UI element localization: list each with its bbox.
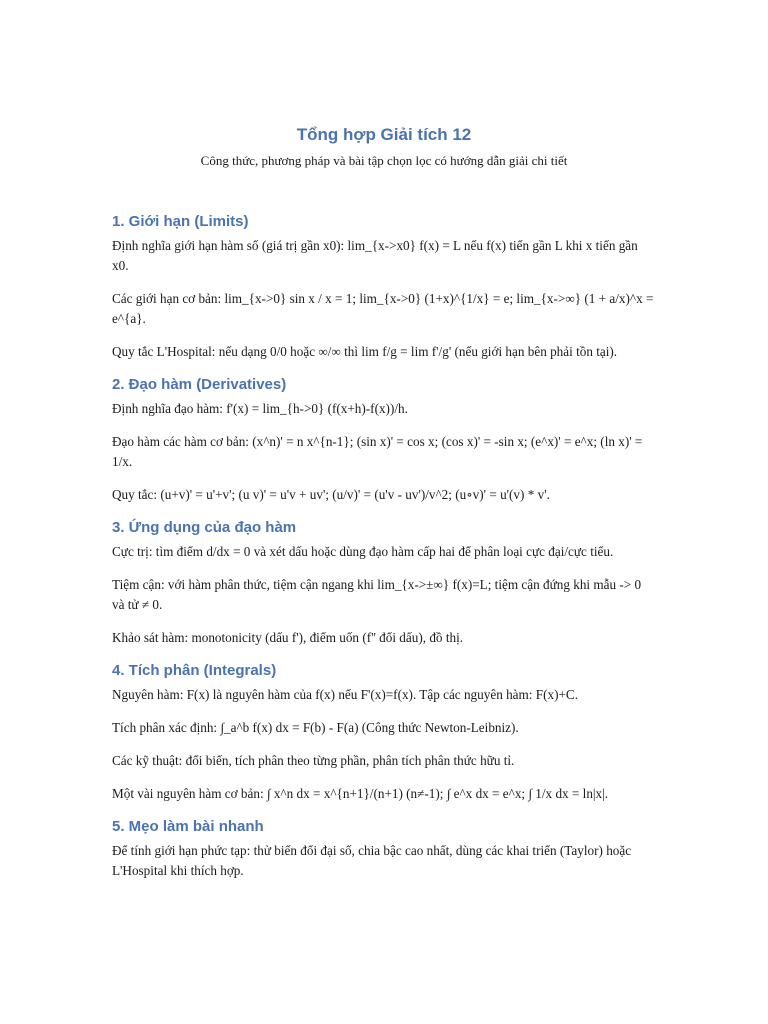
- section-limits: [112, 212, 656, 362]
- section-heading: 5. Mẹo làm bài nhanh: [112, 818, 264, 835]
- paragraph: Để tính giới hạn phức tạp: thử biến đổi đại số, chia bậc cao nhất, dùng các khai triển (Taylor) hoặc L'Hospital khi thích hợp.: [112, 843, 632, 878]
- document-title: Tổng hợp Giải tích 12: [296, 125, 472, 144]
- section-derivative-applications: [112, 518, 656, 648]
- document-subtitle: Công thức, phương pháp và bài tập chọn lọc có hướng dẫn giải chi tiết: [200, 153, 568, 168]
- paragraph: Tiệm cận: với hàm phân thức, tiệm cận ngang khi lim_{x->±∞} f(x)=L; tiệm cận đứng khi mẫu -> 0 và tử ≠ 0.: [112, 577, 642, 612]
- paragraph: Định nghĩa giới hạn hàm số (giá trị gần x0): lim_{x->x0} f(x) = L nếu f(x) tiến gần L khi x tiến gần x0.: [112, 238, 638, 273]
- paragraph: Khảo sát hàm: monotonicity (dấu f'), điểm uốn (f'' đổi dấu), đồ thị.: [112, 630, 464, 645]
- section-heading: 2. Đạo hàm (Derivatives): [112, 376, 287, 393]
- paragraph: Nguyên hàm: F(x) là nguyên hàm của f(x) nếu F'(x)=f(x). Tập các nguyên hàm: F(x)+C.: [112, 687, 578, 702]
- section-heading: 4. Tích phân (Integrals): [112, 662, 277, 679]
- section-quick-tips: [112, 817, 656, 881]
- section-heading: 1. Giới hạn (Limits): [112, 213, 249, 230]
- section-heading: 3. Ứng dụng của đạo hàm: [112, 519, 297, 536]
- section-integrals: [112, 661, 656, 804]
- paragraph: Một vài nguyên hàm cơ bản: ∫ x^n dx = x^{n+1}/(n+1) (n≠-1); ∫ e^x dx = e^x; ∫ 1/x dx = ln|x|.: [112, 786, 609, 801]
- paragraph: Các giới hạn cơ bản: lim_{x->0} sin x / x = 1; lim_{x->0} (1+x)^{1/x} = e; lim_{x->∞} (1 + a/x)^x = e^{a}.: [112, 291, 654, 326]
- paragraph: Quy tắc L'Hospital: nếu dạng 0/0 hoặc ∞/∞ thì lim f/g = lim f'/g' (nếu giới hạn bên phải tồn tại).: [112, 344, 618, 359]
- paragraph: Tích phân xác định: ∫_a^b f(x) dx = F(b) - F(a) (Công thức Newton-Leibniz).: [112, 720, 519, 735]
- document-body: [112, 212, 656, 881]
- paragraph: Định nghĩa đạo hàm: f'(x) = lim_{h->0} (f(x+h)-f(x))/h.: [112, 401, 408, 416]
- paragraph: Quy tắc: (u+v)' = u'+v'; (u v)' = u'v + uv'; (u/v)' = (u'v - uv')/v^2; (u∘v)' = u'(v) * v'.: [112, 487, 550, 502]
- paragraph: Đạo hàm các hàm cơ bản: (x^n)' = n x^{n-1}; (sin x)' = cos x; (cos x)' = -sin x; (e^x)' = e^x; (ln x)' = 1/x.: [112, 434, 643, 469]
- paragraph: Các kỹ thuật: đổi biến, tích phân theo từng phần, phân tích phân thức hữu tỉ.: [112, 753, 515, 768]
- section-derivatives: [112, 375, 656, 505]
- paragraph: Cực trị: tìm điểm d/dx = 0 và xét dấu hoặc dùng đạo hàm cấp hai để phân loại cực đại/cực tiểu.: [112, 544, 614, 559]
